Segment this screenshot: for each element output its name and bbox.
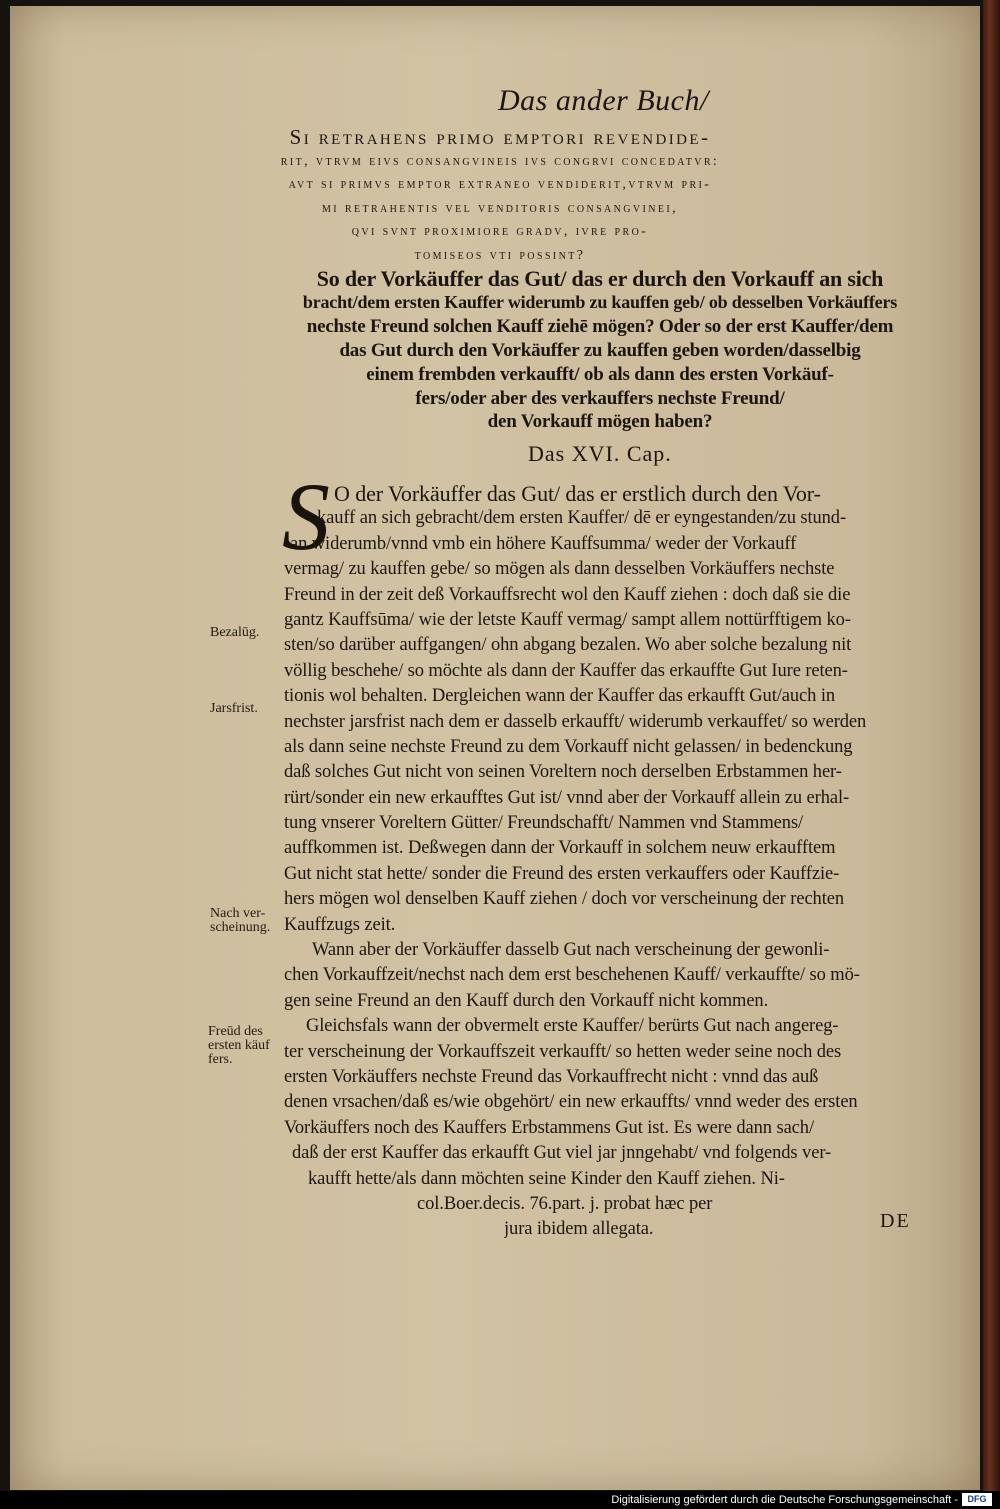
latin-title-line: qvi svnt proximiore gradv, ivre pro- [351, 224, 649, 240]
german-title-line: So der Vorkäuffer das Gut/ das er durch den Vorkauff an sich [316, 266, 884, 291]
chapter-heading: Das XVI. Cap. [528, 441, 672, 466]
margin-note-line: scheinung. [210, 920, 271, 935]
margin-note-line: ersten käuf [208, 1038, 270, 1053]
body-line: chen Vorkauffzeit/nechst nach dem erst beschehenen Kauff/ verkauffte/ so mö- [284, 965, 860, 986]
body-text [272, 481, 924, 1243]
body-line: daß solches Gut nicht von seinen Voreltern noch derselben Erbstammen her- [284, 762, 842, 783]
body-line: ter verscheinung der Vorkauffszeit verkaufft/ so hetten weder seine noch des [284, 1041, 842, 1062]
body-line: Gleichsfals wann der obvermelt erste Kauffer/ berürts Gut nach angereg- [306, 1016, 839, 1037]
body-line: Kauffzugs zeit. [284, 914, 396, 935]
german-title [270, 267, 930, 434]
body-line: Vorkäuffers noch des Kauffers Erbstammens Gut ist. Es were dann sach/ [284, 1117, 814, 1138]
body-line: Wann aber der Vorkäuffer dasselb Gut nach verscheinung der gewonli- [312, 940, 830, 961]
body-line: kauff an sich gebracht/dem ersten Kauffer/ dē er eyngestanden/zu stund- [317, 508, 847, 529]
body-line: daß der erst Kauffer das erkaufft Gut viel jar jnngehabt/ vnd folgends ver- [292, 1143, 832, 1164]
dfg-logo: DFG [962, 1493, 992, 1506]
margin-note-freund-des-ersten [208, 1025, 283, 1067]
margin-note-line: fers. [208, 1052, 233, 1067]
latin-title-line: rit, vtrvm eivs consangvineis ivs congrvi concedatvr: [280, 153, 720, 169]
german-title-line: den Vorkauff mögen haben? [487, 411, 713, 433]
latin-title-line: avt si primvs emptor extraneo vendiderit,vtrvm pri- [288, 177, 712, 193]
margin-note-line: Freūd des [208, 1024, 263, 1039]
margin-note-line: Nach ver- [210, 906, 266, 921]
body-line: Gut nicht stat hette/ sonder die Freund des ersten verkauffers oder Kauffzie- [284, 863, 840, 884]
body-line: nechster jarsfrist nach dem er dasselb erkaufft/ widerumb verkauffet/ so werden [284, 711, 867, 732]
body-line: kaufft hette/als dann möchten seine Kinder den Kauff ziehen. Ni- [308, 1168, 785, 1189]
german-title-line: nechste Freund solchen Kauff ziehē mögen? Oder so der erst Kauffer/dem [306, 315, 894, 337]
body-line: jura ibidem allegata. [504, 1219, 654, 1240]
body-line: hers mögen wol denselben Kauff ziehen / doch vor verscheinung der rechten [284, 889, 845, 910]
body-line: Freund in der zeit deß Vorkauffsrecht wol den Kauff ziehen : doch daß sie die [284, 584, 851, 605]
margin-note-bezalung: Bezalūg. [210, 625, 260, 640]
body-line: denen vrsachen/daß es/wie obgehört/ ein new erkauffts/ vnnd weder des ersten [284, 1092, 858, 1113]
german-title-line: das Gut durch den Vorkäuffer zu kauffen geben worden/dasselbig [339, 339, 861, 361]
german-title-line: fers/oder aber des verkauffers nechste Freund/ [415, 387, 785, 409]
body-line: O der Vorkäuffer das Gut/ das er erstlich durch den Vor- [334, 481, 821, 506]
margin-note-nach-verscheinung [210, 907, 285, 935]
body-line: rürt/sonder ein new erkaufftes Gut ist/ vnnd aber der Vorkauff allein zu erhal- [284, 787, 850, 808]
latin-title-line: mi retrahentis vel venditoris consangvinei, [321, 200, 679, 216]
book-spine-edge [983, 0, 1000, 1491]
margin-note-jarsfrist: Jarsfrist. [210, 701, 258, 716]
latin-title-line: tomiseos vti possint? [414, 247, 586, 263]
body-line: auffkommen ist. Deßwegen dann der Vorkauff in solchem neuw erkaufftem [284, 838, 836, 859]
latin-title [270, 126, 730, 268]
catchword: DE [880, 1210, 911, 1232]
body-line: tung vnserer Voreltern Gütter/ Freundschafft/ Nammen vnd Stammens/ [284, 813, 804, 834]
german-title-line: bracht/dem ersten Kauffer widerumb zu kauffen geb/ ob desselben Vorkäuffers [302, 291, 898, 312]
body-line: ersten Vorkäuffers nechste Freund das Vorkauffrecht nicht : vnnd das auß [284, 1066, 819, 1087]
body-line: an widerumb/vnnd vmb ein höhere Kauffsumma/ weder der Vorkauff [290, 533, 797, 554]
drop-cap-initial: S [282, 463, 330, 570]
body-line: gantz Kauffsūma/ wie der letste Kauff vermag/ sampt allem nottürfftigem ko- [284, 609, 851, 630]
body-line: gen seine Freund an den Kauff durch den Vorkauff nicht kommen. [284, 990, 769, 1011]
body-line: als dann seine nechste Freund zu dem Vorkauff nicht gelassen/ in bedenckung [284, 736, 853, 757]
german-title-line: einem frembden verkaufft/ ob als dann des ersten Vorkäuf- [366, 363, 834, 385]
body-line: völlig beschehe/ so möchte als dann der Kauffer das erkauffte Gut Iure reten- [284, 660, 848, 681]
body-line: tionis wol behalten. Dergleichen wann der Kauffer das erkaufft Gut/auch in [284, 686, 836, 707]
body-line: sten/so darüber auffgangen/ ohn abgang bezalen. Wo aber solche bezalung nit [284, 635, 852, 656]
body-line: vermag/ zu kauffen gebe/ so mögen als dann desselben Vorkäuffers nechste [284, 559, 835, 580]
funding-notice: Digitalisierung gefördert durch die Deutsche Forschungsgemeinschaft - [611, 1494, 958, 1506]
running-head: Das ander Buch/ [498, 84, 709, 117]
body-line: col.Boer.decis. 76.part. j. probat hæc per [417, 1193, 713, 1214]
latin-title-line: Si retrahens primo emptori revendide- [289, 125, 711, 149]
